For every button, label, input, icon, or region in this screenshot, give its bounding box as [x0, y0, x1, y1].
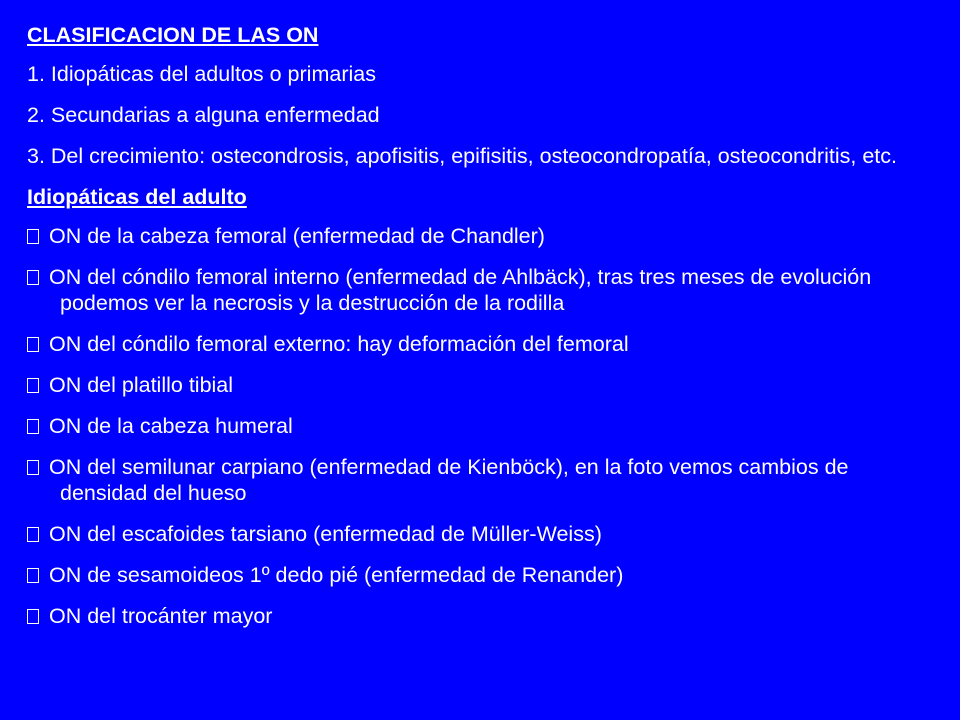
bullet-icon	[27, 419, 39, 434]
list-item-text: ON del cóndilo femoral interno (enfermedad de Ahlbäck), tras tres meses de evolución podemos ver la necrosis y la destrucción de la rodilla	[49, 265, 872, 315]
list-item	[27, 521, 930, 547]
list-item	[27, 372, 930, 398]
list-item-text: ON del semilunar carpiano (enfermedad de Kienböck), en la foto vemos cambios de densidad del hueso	[49, 455, 849, 505]
list-item	[27, 454, 930, 506]
bullet-icon	[27, 270, 39, 285]
list-item-text: ON de la cabeza humeral	[49, 414, 293, 438]
list-item-text: ON del escafoides tarsiano (enfermedad de Müller-Weiss)	[49, 522, 602, 546]
list-item-text: ON del trocánter mayor	[49, 604, 273, 628]
list-item	[27, 264, 930, 316]
classification-item-1: 1. Idiopáticas del adultos o primarias	[27, 62, 376, 86]
list-item-text: ON de sesamoideos 1º dedo pié (enfermedad de Renander)	[49, 563, 624, 587]
classification-item-2: 2. Secundarias a alguna enfermedad	[27, 103, 380, 127]
list-item	[27, 562, 930, 588]
list-item	[27, 603, 930, 629]
classification-heading: CLASIFICACION DE LAS ON	[27, 23, 319, 47]
classification-item-3: 3. Del crecimiento: ostecondrosis, apofisitis, epifisitis, osteocondropatía, osteocondritis, etc.	[27, 144, 897, 168]
bullet-icon	[27, 229, 39, 244]
list-item	[27, 331, 930, 357]
list-item-text: ON del platillo tibial	[49, 373, 234, 397]
bullet-icon	[27, 460, 39, 475]
list-item	[27, 223, 930, 249]
list-item	[27, 413, 930, 439]
bullet-icon	[27, 378, 39, 393]
bullet-icon	[27, 337, 39, 352]
idiopathic-heading: Idiopáticas del adulto	[27, 185, 247, 209]
list-item-text: ON del cóndilo femoral externo: hay deformación del femoral	[49, 332, 629, 356]
list-item-text: ON de la cabeza femoral (enfermedad de Chandler)	[49, 224, 545, 248]
bullet-icon	[27, 527, 39, 542]
bullet-icon	[27, 568, 39, 583]
bullet-icon	[27, 609, 39, 624]
